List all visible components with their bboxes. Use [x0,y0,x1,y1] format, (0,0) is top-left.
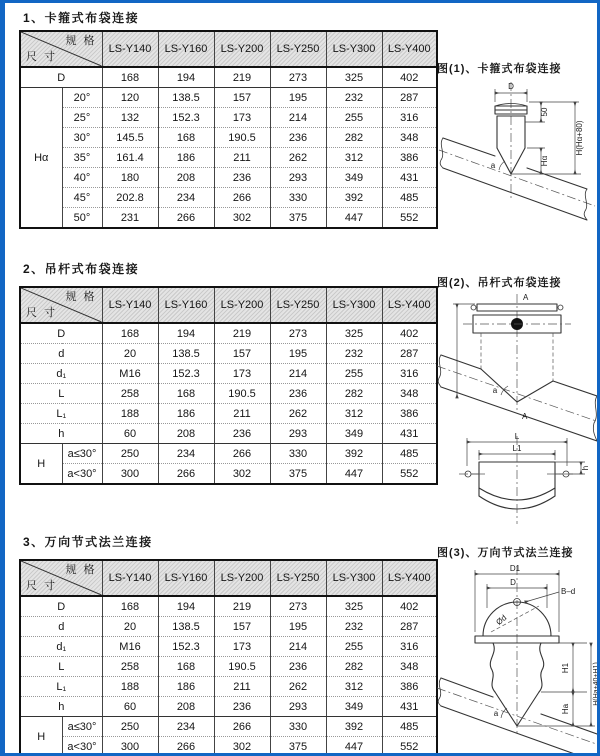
row-label: d [20,617,102,637]
cell: 316 [382,364,437,384]
row-label: d [20,344,102,364]
cell: 152.3 [158,637,214,657]
section-1-title: 1、卡箍式布袋连接 [23,11,140,25]
cell: 188 [102,677,158,697]
row-label: a≤30° [62,717,102,737]
column-header: LS-Y140 [102,31,158,67]
column-header: LS-Y250 [270,31,326,67]
cell: 208 [158,424,214,444]
corner-spec-label: 规 格 [65,291,97,303]
figure-2-drawing [437,290,600,528]
cell: 485 [382,717,437,737]
cell: 120 [102,88,158,108]
cell: 173 [214,637,270,657]
cell: 211 [214,404,270,424]
cell: 431 [382,697,437,717]
cell: 255 [326,108,382,128]
section-3-table [19,559,438,756]
cell: 287 [382,344,437,364]
dim-label-B-d: B–d [561,587,576,596]
cell: 375 [270,737,326,756]
cell: 348 [382,128,437,148]
row-label: a<30° [62,737,102,756]
row-label: h [20,424,102,444]
cell: 392 [326,444,382,464]
cell: 447 [326,208,382,229]
figure-2-caption: 图(2)、吊杆式布袋连接 [437,277,562,289]
cell: 293 [270,697,326,717]
corner-cell [20,31,102,67]
row-label: d₁ [20,364,102,384]
cell: 219 [214,67,270,88]
row-label: 40° [62,168,102,188]
column-header: LS-Y400 [382,560,437,596]
cell: 386 [382,148,437,168]
cell: 287 [382,617,437,637]
cell: 552 [382,464,437,485]
cell: 168 [158,657,214,677]
dim-label-od: Ød [494,613,509,627]
cell: 300 [102,737,158,756]
figure-1-caption: 图(1)、卡箍式布袋连接 [437,63,562,75]
cell: 145.5 [102,128,158,148]
group-label: H [20,444,62,485]
cell: M16 [102,637,158,657]
cell: 219 [214,323,270,344]
cell: 349 [326,697,382,717]
section-label-A-bottom: A [522,412,528,421]
column-header: LS-Y300 [326,560,382,596]
cell: 402 [382,67,437,88]
column-header: LS-Y400 [382,31,437,67]
cell: 152.3 [158,108,214,128]
cell: 325 [326,323,382,344]
cell: 325 [326,596,382,617]
row-label: h [20,697,102,717]
cell: 173 [214,364,270,384]
row-label: L₁ [20,677,102,697]
cell: M16 [102,364,158,384]
cell: 273 [270,67,326,88]
cell: 157 [214,617,270,637]
cell: 273 [270,596,326,617]
cell: 190.5 [214,384,270,404]
cell: 186 [158,677,214,697]
cell: 302 [214,208,270,229]
dim-label-h: h [581,465,590,471]
column-header: LS-Y300 [326,287,382,323]
row-label: d₁ [20,637,102,657]
figure-1-drawing [435,76,600,234]
cell: 208 [158,697,214,717]
cell: 312 [326,148,382,168]
cell: 211 [214,677,270,697]
cell: 282 [326,657,382,677]
dim-label-H-total: H(Ha+40+H1) [593,662,600,706]
cell: 431 [382,424,437,444]
cell: 262 [270,148,326,168]
row-label: L₁ [20,404,102,424]
column-header: LS-Y400 [382,287,437,323]
cell: 325 [326,67,382,88]
column-header: LS-Y250 [270,287,326,323]
cell: 186 [158,404,214,424]
cell: 431 [382,168,437,188]
cell: 60 [102,697,158,717]
cell: 195 [270,617,326,637]
cell: 485 [382,188,437,208]
cell: 266 [158,208,214,229]
cell: 262 [270,404,326,424]
column-header: LS-Y300 [326,31,382,67]
dim-label-angle: a [492,386,498,395]
cell: 312 [326,677,382,697]
dim-label-Ha: Ha [561,703,570,715]
dim-label-D: D [510,578,516,587]
column-header: LS-Y140 [102,560,158,596]
cell: 152.3 [158,364,214,384]
cell: 190.5 [214,128,270,148]
cell: 287 [382,88,437,108]
group-label: Hα [20,88,62,229]
row-label: 50° [62,208,102,229]
corner-size-label: 尺 寸 [26,51,58,63]
dim-label-angle: a [490,161,496,170]
dim-label-D1: D1 [509,564,521,573]
row-label: a≤30° [62,444,102,464]
cell: 157 [214,88,270,108]
cell: 214 [270,108,326,128]
cell: 348 [382,657,437,677]
cell: 266 [214,717,270,737]
cell: 375 [270,464,326,485]
cell: 168 [102,323,158,344]
cell: 208 [158,168,214,188]
cell: 330 [270,188,326,208]
cell: 234 [158,444,214,464]
column-header: LS-Y160 [158,287,214,323]
cell: 236 [214,168,270,188]
cell: 255 [326,364,382,384]
figure-3-caption: 图(3)、万向节式法兰连接 [437,547,574,559]
row-label: L [20,657,102,677]
cell: 236 [270,128,326,148]
cell: 234 [158,188,214,208]
row-label: a<30° [62,464,102,485]
cell: 330 [270,717,326,737]
cell: 195 [270,344,326,364]
cell: 232 [326,344,382,364]
cell: 266 [158,737,214,756]
cell: 214 [270,364,326,384]
cell: 386 [382,677,437,697]
cell: 211 [214,148,270,168]
corner-size-label: 尺 寸 [26,307,58,319]
cell: 138.5 [158,88,214,108]
cell: 258 [102,657,158,677]
cell: 402 [382,596,437,617]
column-header: LS-Y200 [214,31,270,67]
cell: 447 [326,464,382,485]
cell: 186 [158,148,214,168]
dim-label-H-total: H(Hα+80) [575,120,584,156]
column-header: LS-Y160 [158,560,214,596]
cell: 168 [102,596,158,617]
column-header: LS-Y160 [158,31,214,67]
cell: 282 [326,128,382,148]
cell: 236 [270,657,326,677]
figure-3-drawing [437,560,600,753]
corner-spec-label: 规 格 [65,564,97,576]
cell: 202.8 [102,188,158,208]
cell: 392 [326,717,382,737]
cell: 250 [102,717,158,737]
row-label: 45° [62,188,102,208]
cell: 236 [214,424,270,444]
cell: 214 [270,637,326,657]
cell: 386 [382,404,437,424]
cell: 157 [214,344,270,364]
cell: 258 [102,384,158,404]
cell: 219 [214,596,270,617]
section-1-table [19,30,438,229]
section-2-title: 2、吊杆式布袋连接 [23,262,140,276]
cell: 255 [326,637,382,657]
cell: 316 [382,637,437,657]
cell: 250 [102,444,158,464]
cell: 231 [102,208,158,229]
cell: 302 [214,737,270,756]
cell: 234 [158,717,214,737]
row-label: D [20,596,102,617]
cell: 168 [158,384,214,404]
column-header: LS-Y200 [214,287,270,323]
cell: 161.4 [102,148,158,168]
cell: 138.5 [158,344,214,364]
section-label-A-top: A [523,293,529,302]
cell: 138.5 [158,617,214,637]
cell: 330 [270,444,326,464]
cell: 173 [214,108,270,128]
cell: 302 [214,464,270,485]
cell: 236 [214,697,270,717]
cell: 194 [158,67,214,88]
column-header: LS-Y250 [270,560,326,596]
dim-label-Ha: Hα [540,155,549,167]
cell: 348 [382,384,437,404]
cell: 194 [158,323,214,344]
cell: 195 [270,88,326,108]
cell: 316 [382,108,437,128]
dim-label-L1: L1 [512,444,522,453]
cell: 349 [326,424,382,444]
dim-label-H1: H1 [561,662,570,674]
dim-label-L: L [514,432,520,441]
dim-label-D: D [508,82,514,91]
cell: 266 [214,188,270,208]
cell: 282 [326,384,382,404]
cell: 232 [326,617,382,637]
row-label: 25° [62,108,102,128]
cell: 392 [326,188,382,208]
cell: 132 [102,108,158,128]
cell: 402 [382,323,437,344]
cell: 190.5 [214,657,270,677]
cell: 375 [270,208,326,229]
corner-size-label: 尺 寸 [26,580,58,592]
cell: 20 [102,344,158,364]
cell: 262 [270,677,326,697]
cell: 20 [102,617,158,637]
cell: 273 [270,323,326,344]
cell: 188 [102,404,158,424]
row-label: D [20,323,102,344]
cell: 236 [270,384,326,404]
column-header: LS-Y200 [214,560,270,596]
group-label: H [20,717,62,756]
cell: 266 [158,464,214,485]
cell: 293 [270,424,326,444]
cell: 194 [158,596,214,617]
cell: 312 [326,404,382,424]
cell: 552 [382,208,437,229]
cell: 168 [102,67,158,88]
cell: 60 [102,424,158,444]
corner-cell [20,560,102,596]
cell: 180 [102,168,158,188]
dim-label-50: 50 [540,107,549,117]
row-label: L [20,384,102,404]
cell: 266 [214,444,270,464]
cell: 300 [102,464,158,485]
row-label: 35° [62,148,102,168]
cell: 232 [326,88,382,108]
cell: 552 [382,737,437,756]
corner-spec-label: 规 格 [65,35,97,47]
cell: 485 [382,444,437,464]
section-3-title: 3、万向节式法兰连接 [23,535,153,549]
section-2-table [19,286,438,485]
corner-cell [20,287,102,323]
row-label: 20° [62,88,102,108]
cell: 293 [270,168,326,188]
row-label: 30° [62,128,102,148]
column-header: LS-Y140 [102,287,158,323]
cell: 349 [326,168,382,188]
cell: 447 [326,737,382,756]
cell: 168 [158,128,214,148]
dim-label-angle: a [493,709,499,718]
row-label: D [20,67,102,88]
